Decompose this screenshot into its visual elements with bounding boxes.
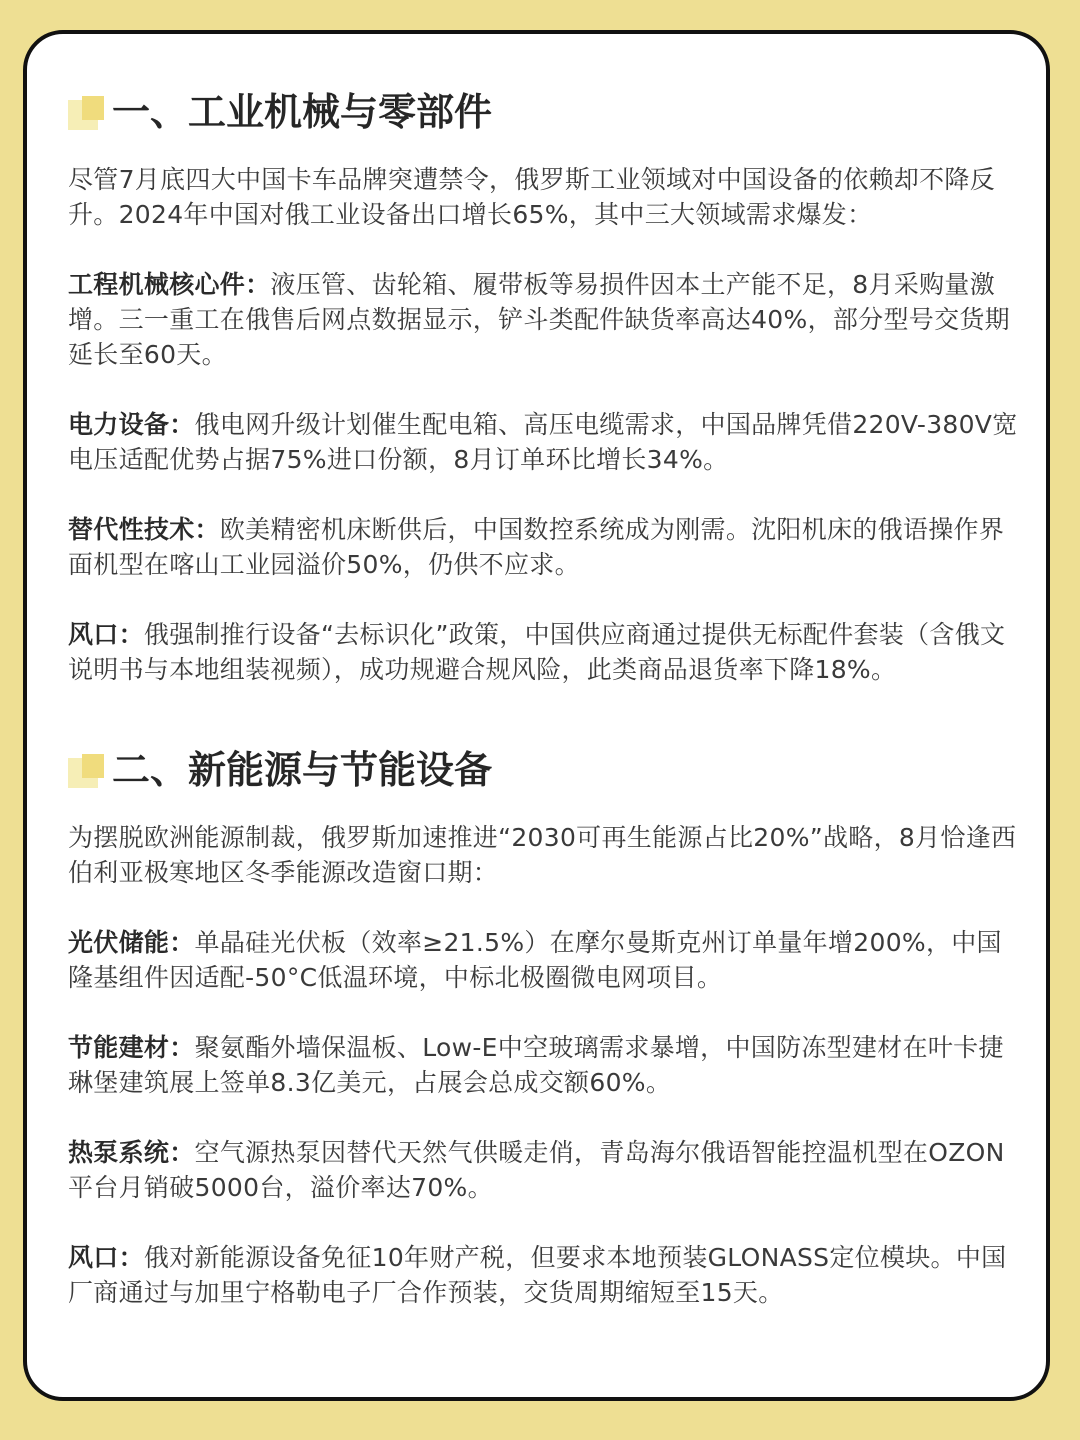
item-text: 单晶硅光伏板（效率≥21.5%）在摩尔曼斯克州订单量年增200%，中国隆基组件因适配-50°C低温环境，中标北极圈微电网项目。 bbox=[68, 928, 1002, 992]
item-text: 聚氨酯外墙保温板、Low-E中空玻璃需求暴增，中国防冻型建材在叶卡捷琳堡建筑展上签单8.3亿美元，占展会总成交额60%。 bbox=[68, 1033, 1004, 1097]
square-marker-icon bbox=[68, 754, 104, 790]
list-item bbox=[68, 512, 1023, 582]
section-heading bbox=[68, 744, 1023, 820]
item-text: 欧美精密机床断供后，中国数控系统成为刚需。沈阳机床的俄语操作界面机型在喀山工业园溢价50%，仍供不应求。 bbox=[68, 515, 1005, 579]
item-label: 热泵系统： bbox=[68, 1138, 195, 1167]
item-label: 风口： bbox=[68, 1243, 144, 1272]
item-label: 光伏储能： bbox=[68, 928, 195, 957]
list-item bbox=[68, 925, 1023, 995]
section-new-energy bbox=[68, 744, 1023, 1310]
item-text: 空气源热泵因替代天然气供暖走俏，青岛海尔俄语智能控温机型在OZON平台月销破5000台，溢价率达70%。 bbox=[68, 1138, 1005, 1202]
item-label: 风口： bbox=[68, 620, 144, 649]
section-heading bbox=[68, 86, 1023, 162]
list-item bbox=[68, 1135, 1023, 1205]
item-label: 替代性技术： bbox=[68, 515, 220, 544]
square-marker-icon bbox=[68, 96, 104, 132]
item-text: 俄强制推行设备“去标识化”政策，中国供应商通过提供无标配件套装（含俄文说明书与本地组装视频），成功规避合规风险，此类商品退货率下降18%。 bbox=[68, 620, 1006, 684]
section-title: 一、工业机械与零部件 bbox=[112, 90, 493, 134]
list-item bbox=[68, 1030, 1023, 1100]
item-label: 工程机械核心件： bbox=[68, 270, 271, 299]
list-item bbox=[68, 407, 1023, 477]
item-label: 节能建材： bbox=[68, 1033, 195, 1062]
content-card bbox=[23, 30, 1050, 1401]
section-industrial-machinery bbox=[68, 86, 1023, 687]
section-intro: 尽管7月底四大中国卡车品牌突遭禁令，俄罗斯工业领域对中国设备的依赖却不降反升。2024年中国对俄工业设备出口增长65%，其中三大领域需求爆发： bbox=[68, 165, 996, 229]
list-item bbox=[68, 267, 1023, 372]
list-item bbox=[68, 1240, 1023, 1310]
section-intro: 为摆脱欧洲能源制裁，俄罗斯加速推进“2030可再生能源占比20%”战略，8月恰逢西伯利亚极寒地区冬季能源改造窗口期： bbox=[68, 823, 1017, 887]
item-label: 电力设备： bbox=[68, 410, 195, 439]
list-item bbox=[68, 617, 1023, 687]
item-text: 俄对新能源设备免征10年财产税，但要求本地预装GLONASS定位模块。中国厂商通过与加里宁格勒电子厂合作预装，交货周期缩短至15天。 bbox=[68, 1243, 1007, 1307]
item-text: 液压管、齿轮箱、履带板等易损件因本土产能不足，8月采购量激增。三一重工在俄售后网点数据显示，铲斗类配件缺货率高达40%，部分型号交货期延长至60天。 bbox=[68, 270, 1010, 369]
item-text: 俄电网升级计划催生配电箱、高压电缆需求，中国品牌凭借220V-380V宽电压适配优势占据75%进口份额，8月订单环比增长34%。 bbox=[68, 410, 1018, 474]
section-title: 二、新能源与节能设备 bbox=[112, 748, 493, 792]
